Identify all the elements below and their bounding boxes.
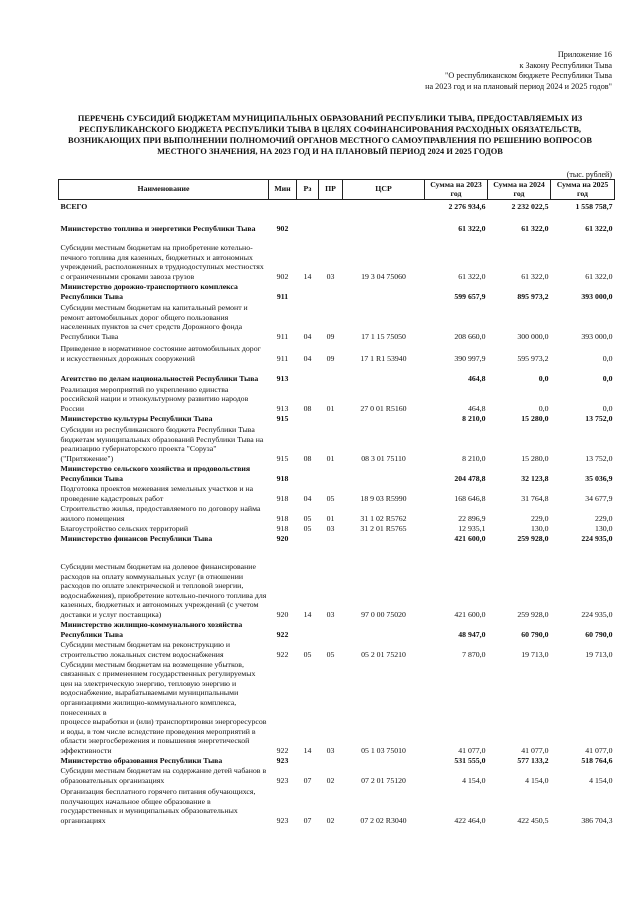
cell-rz: 14	[303, 745, 312, 755]
table-row	[59, 620, 615, 640]
row-name-line: ВСЕГО	[60, 201, 88, 211]
cell-y2024: 130,0	[530, 523, 549, 533]
cell-y2025: 60 790,0	[585, 629, 613, 639]
cell-csr	[343, 620, 425, 640]
cell-pr	[319, 464, 343, 484]
cell-rz	[297, 212, 319, 234]
row-name	[59, 464, 269, 484]
cell-y2024: 0,0	[538, 403, 549, 413]
cell-y2025: 13 752,0	[585, 453, 613, 463]
row-name	[59, 756, 269, 766]
row-name-line: Субсидии местным бюджетам на содержание детей чабанов в	[60, 766, 267, 776]
cell-min: 923	[276, 815, 289, 825]
cell-pr: 09	[326, 353, 335, 363]
cell-pr: 01	[326, 513, 335, 523]
row-name-line: и воды, в том числе вследствие проведения мероприятий в	[60, 726, 256, 736]
header-min: Мин	[269, 180, 297, 200]
row-name	[59, 504, 269, 524]
cell-y2023: 8 210,0	[462, 413, 486, 423]
row-name-line: Министерство культуры Республики Тыва	[60, 413, 213, 423]
row-name-line: Организация бесплатного горячего питания обучающихся,	[60, 787, 256, 797]
table-row	[59, 756, 615, 766]
cell-y2023: 22 896,9	[458, 513, 486, 523]
cell-y2025: 0,0	[602, 353, 613, 363]
cell-y2025: 393 000,0	[581, 331, 613, 341]
cell-rz: 05	[303, 649, 312, 659]
cell-csr: 17 1 15 75050	[361, 331, 406, 341]
cell-y2024: 259 928,0	[517, 533, 549, 543]
title-line: МЕСТНОГО ЗНАЧЕНИЯ, НА 2023 ГОД И НА ПЛАНОВЫЙ ПЕРИОД 2024 И 2025 ГОДОВ	[157, 147, 503, 156]
row-name-line: строительство локальных систем водоснабжения	[60, 649, 224, 659]
header-2025: Сумма на 2025 год	[551, 180, 615, 200]
cell-rz: 08	[303, 403, 312, 413]
row-name-line: водоснабжения), приобретение котельно-печного топлива для	[60, 590, 267, 600]
cell-y2025: 35 036,9	[585, 473, 613, 483]
cell-pr: 03	[326, 745, 335, 755]
table-row	[59, 660, 615, 756]
cell-y2025: 229,0	[594, 513, 613, 523]
cell-min: 922	[276, 629, 289, 639]
units-label: (тыс. рублей)	[566, 170, 612, 179]
cell-y2025: 386 704,3	[581, 815, 613, 825]
row-name-line: расходов по оплате электрической и тепловой энергии,	[60, 581, 244, 591]
cell-rz: 08	[303, 453, 312, 463]
cell-csr	[343, 200, 425, 212]
cell-min: 920	[276, 609, 289, 619]
table-row	[59, 282, 615, 302]
row-name-line: Реализация мероприятий по укреплению единства	[60, 384, 229, 394]
row-name-line: области энергосбережения и повышения энергетической	[60, 736, 250, 746]
table-row	[59, 364, 615, 384]
cell-y2024: 19 713,0	[521, 649, 549, 659]
cell-y2025: 34 677,9	[585, 493, 613, 503]
cell-y2025: 130,0	[594, 523, 613, 533]
cell-min: 913	[276, 373, 289, 383]
cell-pr: 05	[326, 493, 335, 503]
table-row	[59, 424, 615, 464]
table-row	[59, 342, 615, 364]
cell-min: 918	[276, 473, 289, 483]
cell-pr	[319, 756, 343, 766]
cell-pr: 01	[326, 453, 335, 463]
row-name-line: Агентство по делам национальностей Республики Тыва	[60, 373, 259, 383]
cell-min: 911	[276, 353, 289, 363]
table-row	[59, 384, 615, 414]
row-name	[59, 200, 269, 212]
cell-csr	[343, 364, 425, 384]
appendix-line: к Закону Республики Тыва	[519, 60, 612, 70]
row-name-line: Субсидии местным бюджетам на возмещение убытков,	[60, 659, 244, 669]
row-name-line: Министерство сельского хозяйства и продовольствия	[60, 464, 251, 474]
row-name	[59, 234, 269, 282]
cell-csr	[343, 282, 425, 302]
cell-pr: 03	[326, 609, 335, 619]
cell-csr	[343, 212, 425, 234]
cell-pr: 02	[326, 815, 335, 825]
cell-pr: 09	[326, 331, 335, 341]
row-name-line: реализацию губернаторского проекта "Соруза"	[60, 444, 217, 454]
row-name-line: Министерство жилищно-коммунального хозяйства	[60, 620, 243, 630]
cell-csr: 19 3 04 75060	[361, 271, 406, 281]
title-line: ВОЗНИКАЮЩИХ ПРИ ВЫПОЛНЕНИИ ПОЛНОМОЧИЙ ОРГАНОВ МЕСТНОГО САМОУПРАВЛЕНИЯ ПО РЕШЕНИЮ ВОПРОСОВ	[68, 136, 592, 145]
table-row	[59, 200, 615, 212]
cell-y2023: 48 947,0	[458, 629, 486, 639]
row-name-line: получающих начальное общее образование в	[60, 796, 211, 806]
cell-y2025: 13 752,0	[585, 413, 613, 423]
cell-csr: 17 1 R1 53940	[360, 353, 407, 363]
cell-rz	[297, 200, 319, 212]
cell-y2024: 229,0	[530, 513, 549, 523]
cell-y2023: 8 210,0	[462, 453, 486, 463]
cell-y2024: 4 154,0	[525, 775, 549, 785]
row-name-line: Республики Тыва	[60, 629, 123, 639]
cell-min: 920	[276, 533, 289, 543]
table-row	[59, 464, 615, 484]
cell-y2025: 224 935,0	[581, 533, 613, 543]
cell-pr: 05	[326, 649, 335, 659]
cell-y2023: 421 600,0	[454, 609, 486, 619]
appendix-line: на 2023 год и на плановый период 2024 и 2025 годов"	[425, 81, 612, 91]
cell-y2025: 393 000,0	[581, 291, 613, 301]
row-name-line: Министерство образования Республики Тыва	[60, 755, 223, 765]
row-name	[59, 766, 269, 786]
row-name-line: Субсидии местным бюджетам на реконструкцию и	[60, 640, 231, 650]
row-name-line: ремонт автомобильных дорог общего пользования	[60, 312, 229, 322]
cell-y2024: 61 322,0	[521, 223, 549, 233]
cell-rz: 05	[303, 523, 312, 533]
row-name-line: водоснабжение, вырабатываемыми муниципальными	[60, 688, 239, 698]
row-name	[59, 414, 269, 424]
cell-pr	[319, 534, 343, 544]
row-name-line: цен на электрическую энергию, тепловую энергию и	[60, 678, 237, 688]
cell-min: 902	[276, 223, 289, 233]
row-name-line: доставки и услуг поставщика)	[60, 609, 162, 619]
cell-min: 922	[276, 649, 289, 659]
cell-pr	[319, 414, 343, 424]
cell-y2025: 0,0	[602, 403, 613, 413]
cell-pr	[319, 282, 343, 302]
cell-y2024: 32 123,8	[521, 473, 549, 483]
row-name-line: жилого помещения	[60, 513, 125, 523]
cell-min: 918	[276, 493, 289, 503]
appendix-line: "О республиканском бюджете Республики Тыва	[445, 71, 612, 80]
cell-y2025: 0,0	[602, 373, 613, 383]
cell-y2023: 422 464,0	[454, 815, 486, 825]
row-name	[59, 212, 269, 234]
row-name-line: Субсидии из республиканского бюджета Республики Тыва	[60, 425, 255, 435]
row-name	[59, 660, 269, 756]
row-name-line: населенных пунктов за счет средств Дорожного фонда	[60, 322, 243, 332]
row-name	[59, 484, 269, 504]
cell-y2024: 0,0	[538, 373, 549, 383]
cell-rz	[297, 756, 319, 766]
cell-y2025: 1 558 758,7	[575, 201, 613, 211]
cell-csr: 18 9 03 R5990	[360, 493, 407, 503]
table-row	[59, 524, 615, 534]
cell-y2024: 895 973,2	[517, 291, 549, 301]
table-row	[59, 766, 615, 786]
cell-rz	[297, 464, 319, 484]
row-name-line: Министерство дорожно-транспортного комплекса	[60, 282, 238, 292]
row-name	[59, 640, 269, 660]
cell-y2024: 31 764,8	[521, 493, 549, 503]
row-name	[59, 424, 269, 464]
row-name	[59, 384, 269, 414]
table-row	[59, 484, 615, 504]
cell-y2023: 464,8	[467, 403, 486, 413]
row-name-line: организациях	[60, 815, 106, 825]
row-name	[59, 786, 269, 826]
cell-y2023: 531 555,0	[454, 755, 486, 765]
cell-min: 922	[276, 745, 289, 755]
cell-pr	[319, 364, 343, 384]
cell-y2023: 599 657,9	[454, 291, 486, 301]
cell-csr	[343, 464, 425, 484]
cell-csr: 07 2 02 R3040	[360, 815, 407, 825]
row-name	[59, 544, 269, 620]
row-name-line: организациями жилищно-коммунального комплекса, понесенных в	[60, 697, 237, 717]
cell-y2023: 4 154,0	[462, 775, 486, 785]
cell-pr	[319, 200, 343, 212]
cell-rz	[297, 282, 319, 302]
row-name-line: учреждений, расположенных в труднодоступных местностях	[60, 262, 264, 272]
cell-csr	[343, 414, 425, 424]
row-name-line: Республики Тыва	[60, 331, 119, 341]
table-row	[59, 302, 615, 342]
cell-y2023: 7 870,0	[462, 649, 486, 659]
cell-min: 915	[276, 453, 289, 463]
cell-min: 911	[276, 331, 289, 341]
row-name	[59, 342, 269, 364]
cell-y2024: 41 077,0	[521, 745, 549, 755]
header-2024: Сумма на 2024 год	[488, 180, 551, 200]
cell-rz: 14	[303, 271, 312, 281]
cell-y2024: 300 000,0	[517, 331, 549, 341]
header-name: Наименование	[59, 180, 269, 200]
row-name	[59, 534, 269, 544]
row-name-line: и искусственных дорожных сооружений	[60, 353, 195, 363]
cell-rz	[297, 364, 319, 384]
cell-rz: 05	[303, 513, 312, 523]
cell-y2025: 224 935,0	[581, 609, 613, 619]
row-name-line: Республики Тыва	[60, 473, 123, 483]
cell-y2024: 422 450,5	[517, 815, 549, 825]
row-name-line: Благоустройство сельских территорий	[60, 523, 189, 533]
table-row	[59, 640, 615, 660]
cell-pr: 03	[326, 523, 335, 533]
cell-rz	[297, 620, 319, 640]
cell-pr: 03	[326, 271, 335, 281]
cell-min: 918	[276, 523, 289, 533]
cell-pr: 01	[326, 403, 335, 413]
cell-y2023: 41 077,0	[458, 745, 486, 755]
row-name-line: Строительство жилья, предоставляемого по договору найма	[60, 504, 261, 514]
cell-y2024: 15 280,0	[521, 413, 549, 423]
cell-min: 902	[276, 271, 289, 281]
header-csr: ЦСР	[343, 180, 425, 200]
cell-y2024: 595 973,2	[517, 353, 549, 363]
row-name	[59, 302, 269, 342]
cell-min	[269, 200, 297, 212]
row-name-line: ("Притяжение")	[60, 453, 114, 463]
cell-rz: 04	[303, 331, 312, 341]
row-name-line: Подготовка проектов межевания земельных участков и на	[60, 484, 254, 494]
row-name-line: Республики Тыва	[60, 291, 123, 301]
cell-min: 923	[276, 775, 289, 785]
cell-y2024: 2 232 022,5	[511, 201, 549, 211]
appendix-note	[312, 50, 612, 92]
row-name-line: казенных, бюджетных и автономных учреждений (с учетом	[60, 600, 259, 610]
cell-pr	[319, 212, 343, 234]
cell-min: 918	[276, 513, 289, 523]
cell-min: 923	[276, 755, 289, 765]
cell-y2024: 61 322,0	[521, 271, 549, 281]
row-name-line: печного топлива для казенных, бюджетных и автономных	[60, 252, 253, 262]
cell-rz: 07	[303, 815, 312, 825]
row-name	[59, 524, 269, 534]
title-line: РЕСПУБЛИКАНСКОГО БЮДЖЕТА РЕСПУБЛИКИ ТЫВА В ЦЕЛЯХ СОФИНАНСИРОВАНИЯ РАСХОДНЫХ ОБЯЗАТЕЛЬСТВ,	[78, 125, 582, 134]
cell-csr: 97 0 00 75020	[361, 609, 406, 619]
header-2023: Сумма на 2023 год	[425, 180, 488, 200]
cell-y2025: 518 764,6	[581, 755, 613, 765]
cell-y2025: 61 322,0	[585, 271, 613, 281]
cell-csr: 31 1 02 R5762	[360, 513, 407, 523]
row-name-line: эффективности	[60, 745, 112, 755]
table-body	[59, 200, 615, 826]
row-name-line: бюджетам муниципальных образований Республики Тыва на	[60, 434, 264, 444]
row-name-line: российской нации и этнокультурному развитию народов	[60, 394, 249, 404]
cell-y2023: 12 935,1	[458, 523, 486, 533]
title-line: ПЕРЕЧЕНЬ СУБСИДИЙ БЮДЖЕТАМ МУНИЦИПАЛЬНЫХ ОБРАЗОВАНИЙ РЕСПУБЛИКИ ТЫВА, ПРЕДОСТАВЛЯЕМЫХ ИЗ	[77, 114, 583, 123]
row-name-line: государственных и муниципальных образовательных	[60, 806, 238, 816]
cell-y2023: 61 322,0	[458, 223, 486, 233]
cell-y2023: 2 276 934,6	[448, 201, 486, 211]
header-rz: Рз	[297, 180, 319, 200]
cell-csr	[343, 756, 425, 766]
table-row	[59, 534, 615, 544]
row-name	[59, 620, 269, 640]
row-name-line: проведение кадастровых работ	[60, 493, 164, 503]
cell-csr: 05 2 01 75210	[361, 649, 406, 659]
cell-rz: 04	[303, 353, 312, 363]
cell-y2024: 259 928,0	[517, 609, 549, 619]
table-row	[59, 212, 615, 234]
cell-pr	[319, 620, 343, 640]
table-header-row	[59, 180, 615, 200]
row-name-line: Субсидии местным бюджетам на приобретение котельно-	[60, 243, 253, 253]
cell-y2023: 390 997,9	[454, 353, 486, 363]
cell-y2024: 15 280,0	[521, 453, 549, 463]
row-name-line: Министерство топлива и энергетики Республики Тыва	[60, 223, 256, 233]
cell-min: 915	[276, 413, 289, 423]
row-name	[59, 282, 269, 302]
document-title	[56, 113, 604, 157]
cell-csr: 07 2 01 75120	[361, 775, 406, 785]
cell-min: 913	[276, 403, 289, 413]
cell-y2023: 61 322,0	[458, 271, 486, 281]
header-pr: ПР	[319, 180, 343, 200]
subsidies-table	[58, 179, 615, 826]
cell-y2025: 4 154,0	[589, 775, 613, 785]
cell-min: 911	[276, 291, 289, 301]
cell-pr: 02	[326, 775, 335, 785]
row-name-line: Субсидии местным бюджетам на долевое финансирование	[60, 561, 256, 571]
table-row	[59, 414, 615, 424]
cell-y2025: 41 077,0	[585, 745, 613, 755]
cell-y2023: 208 660,0	[454, 331, 486, 341]
row-name	[59, 364, 269, 384]
table-row	[59, 504, 615, 524]
cell-y2023: 204 478,8	[454, 473, 486, 483]
cell-y2025: 19 713,0	[585, 649, 613, 659]
table-row	[59, 786, 615, 826]
cell-y2023: 421 600,0	[454, 533, 486, 543]
row-name-line: расходов на оплату коммунальных услуг (в отношении	[60, 571, 244, 581]
cell-y2023: 168 646,8	[454, 493, 486, 503]
cell-csr	[343, 534, 425, 544]
cell-y2025: 61 322,0	[585, 223, 613, 233]
row-name-line: Приведение в нормативное состояние автомобильных дорог	[60, 344, 261, 354]
row-name-line: процессе выработки и (или) транспортировки энергоресурсов	[60, 717, 267, 727]
table-row	[59, 544, 615, 620]
row-name-line: связанных с применением государственных регулируемых	[60, 669, 256, 679]
row-name-line: Субсидии местным бюджетам на капитальный ремонт и	[60, 303, 248, 313]
cell-csr: 08 3 01 75110	[361, 453, 406, 463]
table-row	[59, 234, 615, 282]
cell-rz: 04	[303, 493, 312, 503]
appendix-line: Приложение 16	[557, 50, 612, 59]
cell-y2024: 577 133,2	[517, 755, 549, 765]
cell-csr: 31 2 01 R5765	[360, 523, 407, 533]
cell-rz	[297, 414, 319, 424]
cell-rz: 14	[303, 609, 312, 619]
row-name-line: образовательных организациях	[60, 775, 165, 785]
cell-csr: 27 0 01 R5160	[360, 403, 407, 413]
row-name-line: с ограниченными сроками завоза грузов	[60, 271, 195, 281]
cell-rz: 07	[303, 775, 312, 785]
cell-rz	[297, 534, 319, 544]
row-name-line: Министерство финансов Республики Тыва	[60, 533, 213, 543]
row-name-line: России	[60, 403, 85, 413]
cell-csr: 05 1 03 75010	[361, 745, 406, 755]
cell-y2024: 60 790,0	[521, 629, 549, 639]
cell-y2023: 464,8	[467, 373, 486, 383]
